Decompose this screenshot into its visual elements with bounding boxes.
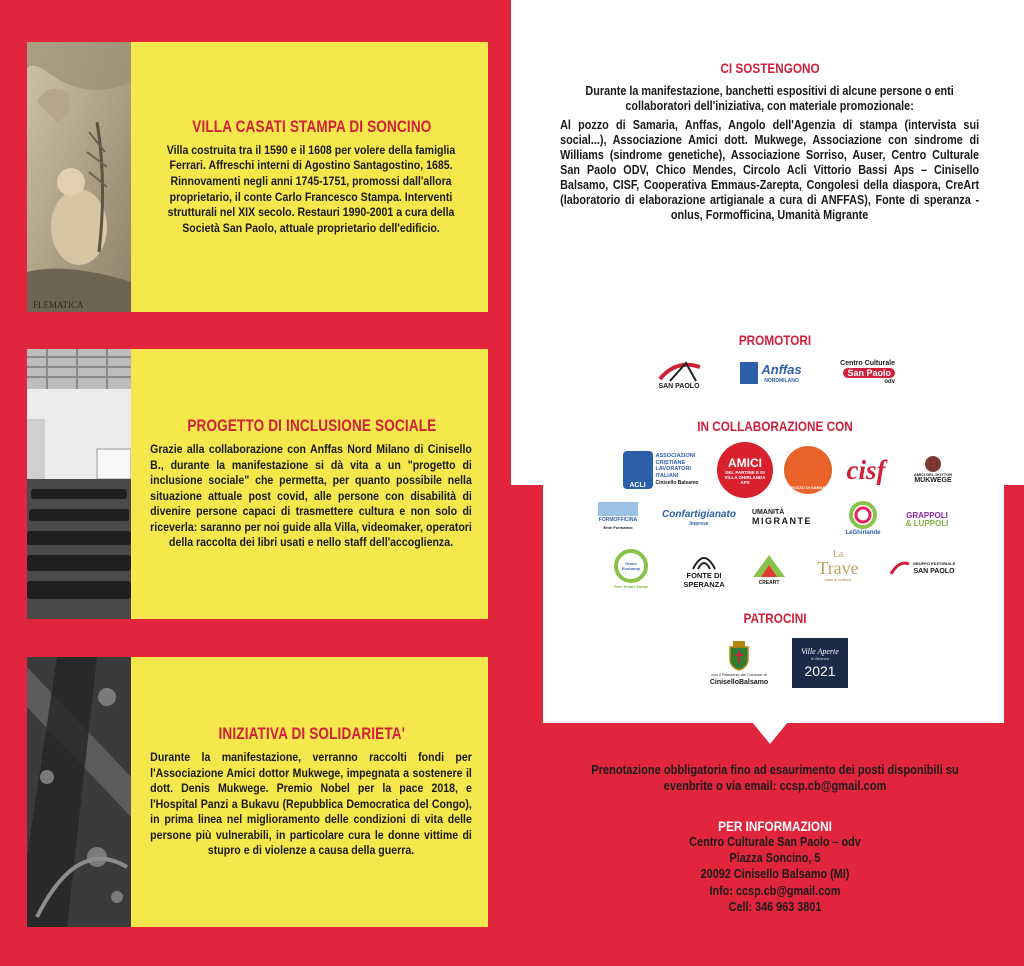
green-economy-logo [608, 545, 654, 595]
solidarieta-text-panel [131, 657, 488, 927]
formofficina-sub: Ente Formativo [603, 525, 633, 530]
centro-san-paolo-text: San Paolo [843, 368, 895, 378]
comune-small: con il Patrocinio del Comune di [711, 672, 767, 677]
sostengono-list: Al pozzo di Samaria, Anffas, Angolo dell'Agenzia di stampa (intervista sui social...), Associazione Amici dott. Mukwege, Associazione con sindrome di Williams (sindrome genetiche), Associazione Sorriso, Auser, Centro Culturale San Paolo ODV, Chico Mendes, Circolo Acli Vittorio Bassi Aps – Cinisello Balsamo, CISF, Cooperativa Emmaus-Zarepta, Congolesi della diaspora, CreArt (laboratorio di elaborazione artigianale a cura di ANFFAS), Fonte di speranza - onlus, Formofficina, Umanità Migrante [560, 118, 980, 222]
cisf-text: cisf [846, 454, 886, 485]
confartigianato-logo [662, 502, 736, 534]
leghirlande-mark-icon [848, 501, 878, 529]
pozzo-samaria-logo [784, 446, 832, 494]
comune-cinisello-logo [703, 636, 775, 692]
info-line-1: Centro Culturale San Paolo – odv [689, 835, 861, 849]
mukwege-small: AMICI DEL DOTTOR [913, 471, 953, 477]
fresco-caption: FLEMATICA [33, 300, 84, 310]
progetto-description: Grazie alla collaborazione con Anffas Nord Milano di Cinisello B., durante la manifestazione si dà vita a un "progetto di inclusione sociale" che permetta, per quanto possibile nella situazione attuale post covid, alle persone con disabilità di divenire persone capaci di trasmettere cultura e non solo di riceverla: saranno per noi guide alla Villa, videomaker, operatori della raccolta dei libri usati e nello staff dell'accoglienza. [150, 441, 473, 550]
solidarieta-title: INIZIATIVA DI SOLIDARIETA' [218, 724, 405, 743]
ville-sub: in Brianza [811, 656, 829, 661]
ville-text: Ville Aperte [801, 647, 839, 656]
villa-title: VILLA CASATI STAMPA DI SONCINO [191, 117, 432, 136]
grappoli-luppoli-logo [894, 506, 960, 534]
creart-logo [744, 548, 794, 592]
mukwege-mark-icon [925, 456, 941, 472]
sostengono-title: CI SOSTENGONO [720, 60, 820, 76]
green-mark-icon [614, 549, 648, 583]
fonte-speranza-logo [676, 546, 732, 596]
la-trave-logo [806, 548, 870, 586]
ville-aperte-logo [792, 638, 848, 688]
carved-wood-image [27, 657, 131, 927]
trave-sub: cibo & cultura [824, 577, 852, 582]
sostengono-intro: Durante la manifestazione, banchetti espositivi di alcune persone o enti collaboratori dell'iniziativa, con materiale promozionale: [585, 84, 955, 113]
gruppo-mark-icon [889, 560, 911, 576]
acli-text: ASSOCIAZIONI CRISTIANE LAVORATORI ITALIANI [655, 453, 696, 479]
pozzo-text: IL POZZO DI SAMARIA [786, 485, 830, 490]
green-sub: Fare Smart Social [614, 584, 648, 589]
carved-wood-photo [27, 657, 131, 927]
san-paolo-logo [648, 355, 710, 395]
formofficina-mark-icon [598, 502, 638, 516]
info-line-4: Info: ccsp.cb@gmail.com [709, 883, 841, 898]
solidarieta-card [27, 657, 488, 927]
leghirlande-logo [838, 496, 888, 542]
info-line-5: Cell: 346 963 3801 [728, 899, 822, 914]
anffas-text: Anffas [761, 361, 802, 377]
villa-text-panel [131, 42, 488, 312]
confartigianato-text: Confartigianato [662, 508, 736, 520]
villa-description: Villa costruita tra il 1590 e il 1608 per volere della famiglia Ferrari. Affreschi interni di Agostino Santagostino, 1685. Rinnovamenti negli anni 1745-1751, promossi dall'allora proprietario, il conte Carlo Francesco Stampa. Interventi strutturali nel XIX secolo. Restauri 1990-2001 a cura della Società San Paolo, attuale proprietario dell'edificio. [167, 142, 456, 235]
anffas-mark-icon [740, 362, 758, 384]
panel-pointer [752, 722, 788, 744]
ville-year: 2021 [804, 663, 836, 679]
info-line-3: 20092 Cinisello Balsamo (MI) [700, 867, 850, 882]
fonte-mark-icon [691, 553, 717, 571]
amici-ghirlanda-logo [717, 442, 773, 498]
formofficina-text: FORMOFFICINA [598, 517, 638, 523]
green-text: Green Economy [621, 561, 640, 571]
gruppo-small: GRUPPO EDITORIALE [912, 561, 956, 566]
luppoli-text: & LUPPOLI [905, 519, 949, 528]
creart-mark-icon [751, 553, 787, 579]
info-title: PER INFORMAZIONI [718, 818, 832, 834]
comune-crest-icon [727, 641, 751, 671]
acli-city: Cinisello Balsamo [655, 480, 699, 486]
creart-text: CREART [758, 580, 780, 586]
umanita-migrante-logo [752, 504, 832, 530]
san-paolo-mark-icon [656, 359, 702, 383]
centro-odv-text: odv [884, 379, 895, 385]
acli-mark: ACLI [623, 451, 653, 489]
trave-text: Trave [817, 558, 859, 578]
solidarieta-description: Durante la manifestazione, verranno raccolti fondi per l'Associazione Amici dottor Mukwege, impegnata a sostenere il dott. Denis Mukwege. Premio Nobel per la pace 2018, e l'Hospital Panzi a Bukavu (Repubblica Democratica del Congo), in prima linea nel miglioramento delle condizioni di vita delle persone più vulnerabili, in particolare cura le donne vittime di stupro e di violenze a causa della guerra. [150, 749, 473, 858]
conference-room-image [27, 349, 131, 619]
cisf-logo [842, 452, 890, 488]
progetto-card [27, 349, 488, 619]
promotori-title: PROMOTORI [738, 332, 812, 348]
amici-sub: DEL PARTINE E DI VILLA GHIRLANDA APS [724, 469, 766, 485]
prenotazione-text: Prenotazione obbligatoria fino ad esaurimento dei posti disponibili su evenbrite o via email: ccsp.cb@gmail.com [591, 763, 959, 793]
comune-text: CiniselloBalsamo [709, 679, 769, 686]
patrocini-title: PATROCINI [743, 610, 807, 626]
migrante-text: MIGRANTE [752, 516, 812, 526]
conference-room-photo [27, 349, 131, 619]
info-section [540, 818, 1010, 915]
confartigianato-sub: Imprese [689, 520, 709, 527]
villa-fresco-photo [27, 42, 131, 312]
fonte-text-1: FONTE DI [686, 571, 722, 580]
leghirlande-text: LeGhirlande [845, 530, 881, 536]
anffas-sub: NORDMILANO [764, 377, 799, 384]
centro-culturale-text: Centro Culturale [840, 360, 895, 367]
anffas-logo [736, 358, 806, 388]
collaborazione-title: IN COLLABORAZIONE CON [697, 418, 853, 434]
centro-culturale-logo [823, 358, 895, 388]
san-paolo-text: SAN PAOLO [658, 383, 700, 390]
sostengono-section [560, 60, 980, 223]
fresco-image [27, 42, 131, 312]
villa-card [27, 42, 488, 312]
gruppo-san-paolo-logo [882, 556, 962, 580]
progetto-title: PROGETTO DI INCLUSIONE SOCIALE [186, 416, 436, 435]
mukwege-logo [902, 450, 964, 490]
info-line-2: Piazza Soncino, 5 [729, 851, 821, 866]
grappoli-text: GRAPPOLI [906, 511, 948, 520]
umanita-text: UMANITÀ [752, 509, 785, 516]
mukwege-text: MUKWEGE [914, 476, 952, 484]
formofficina-logo [590, 500, 646, 534]
acli-logo [620, 448, 714, 492]
amici-text: AMICI [728, 455, 762, 470]
fonte-text-2: SPERANZA [683, 580, 725, 589]
progetto-text-panel [131, 349, 488, 619]
gruppo-text: SAN PAOLO [913, 568, 955, 575]
trave-la-text: La [832, 549, 844, 560]
